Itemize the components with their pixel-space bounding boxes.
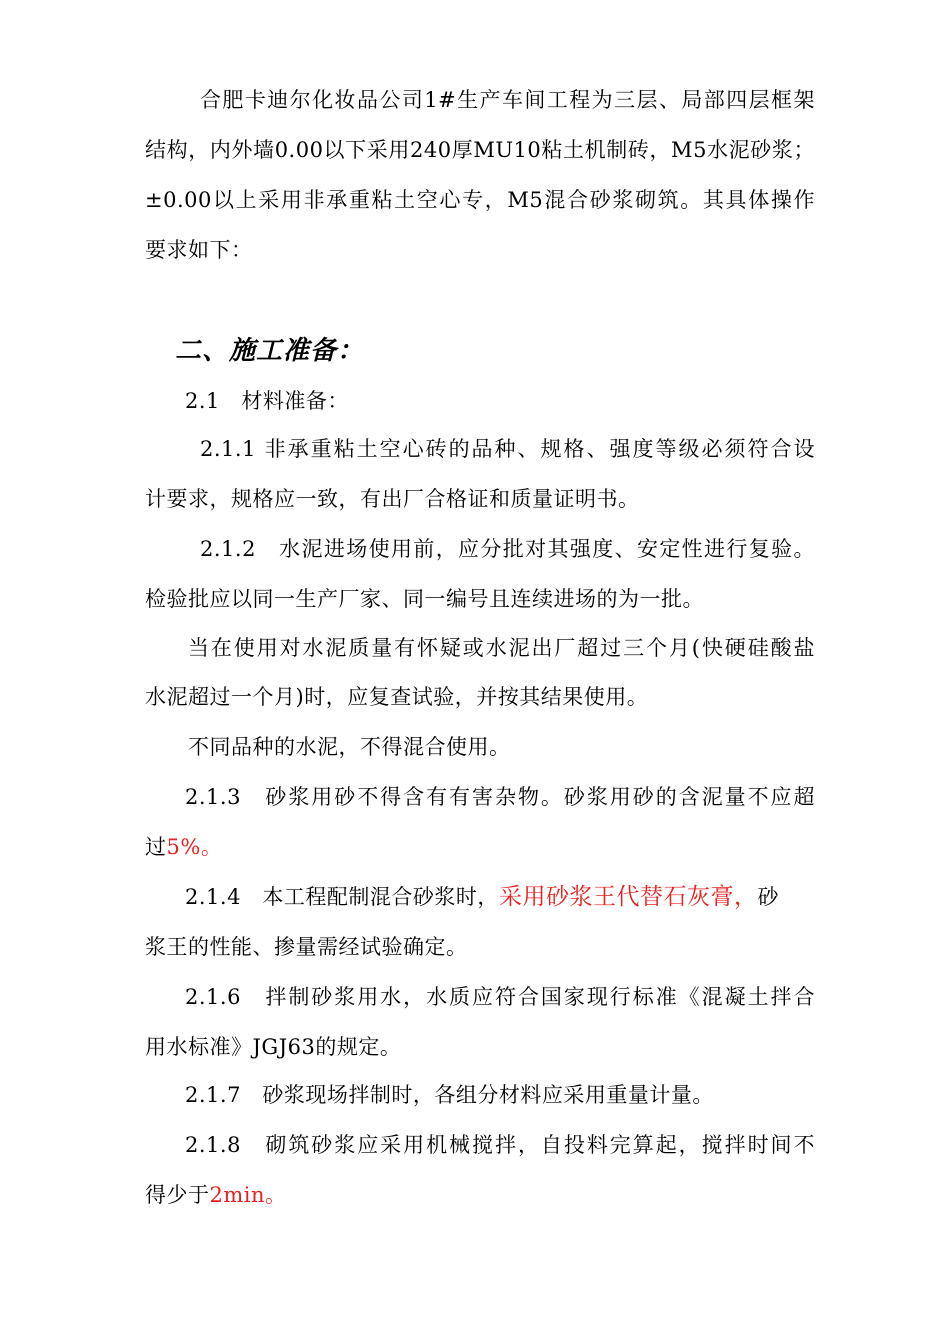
item-2-1-6-line-2: 用水标准》JGJ63的规定。 (145, 1035, 402, 1059)
item-2-1-6-line-1: 2.1.6 拌制砂浆用水，水质应符合国家现行标准《混凝土拌合 (185, 985, 815, 1009)
item-2-1-2-line-4: 水泥超过一个月)时，应复查试验，并按其结果使用。 (145, 685, 649, 709)
item-2-1-2-line-1: 2.1.2 水泥进场使用前，应分批对其强度、安定性进行复验。 (200, 537, 815, 561)
item-2-1-2-line-5: 不同品种的水泥，不得混合使用。 (188, 735, 511, 759)
subsection-2-1: 2.1 材料准备： (185, 389, 349, 413)
intro-line-4: 要求如下： (145, 238, 253, 262)
item-2-1-3-line-2 (145, 832, 815, 862)
item-2-1-3-line-1: 2.1.3 砂浆用砂不得含有有害杂物。砂浆用砂的含泥量不应超 (185, 785, 815, 809)
item-2-1-4-suffix: 砂 (757, 885, 779, 909)
highlight-mix-time: 2min。 (209, 1183, 287, 1207)
item-2-1-7: 2.1.7 砂浆现场拌制时，各组分材料应采用重量计量。 (185, 1083, 714, 1107)
item-2-1-1-line-1: 2.1.1 非承重粘土空心砖的品种、规格、强度等级必须符合设 (200, 437, 815, 461)
item-2-1-4-line-1 (185, 882, 855, 912)
highlight-silt-limit: 5%。 (166, 835, 223, 859)
section-heading: 二、施工准备： (175, 336, 365, 366)
item-2-1-4-prefix: 2.1.4 本工程配制混合砂浆时， (185, 885, 499, 909)
item-2-1-8-line-2 (145, 1180, 815, 1210)
item-2-1-8-line-1: 2.1.8 砌筑砂浆应采用机械搅拌，自投料完算起，搅拌时间不 (185, 1133, 815, 1157)
intro-line-1: 合肥卡迪尔化妆品公司1#生产车间工程为三层、局部四层框架 (200, 88, 815, 112)
item-2-1-8-prefix: 得少于 (145, 1183, 210, 1207)
highlight-mortar-king: 采用砂浆王代替石灰膏， (498, 884, 758, 910)
item-2-1-2-line-3: 当在使用对水泥质量有怀疑或水泥出厂超过三个月(快硬硅酸盐 (188, 636, 815, 660)
item-2-1-3-prefix: 过 (145, 835, 167, 859)
intro-line-2: 结构，内外墙0.00以下采用240厚MU10粘土机制砖，M5水泥砂浆； (145, 138, 815, 162)
intro-line-3: ±0.00以上采用非承重粘土空心专，M5混合砂浆砌筑。其具体操作 (145, 188, 815, 212)
item-2-1-4-line-2: 浆王的性能、掺量需经试验确定。 (145, 935, 468, 959)
item-2-1-1-line-2: 计要求，规格应一致，有出厂合格证和质量证明书。 (145, 487, 640, 511)
item-2-1-2-line-2: 检验批应以同一生产厂家、同一编号且连续进场的为一批。 (145, 587, 704, 611)
